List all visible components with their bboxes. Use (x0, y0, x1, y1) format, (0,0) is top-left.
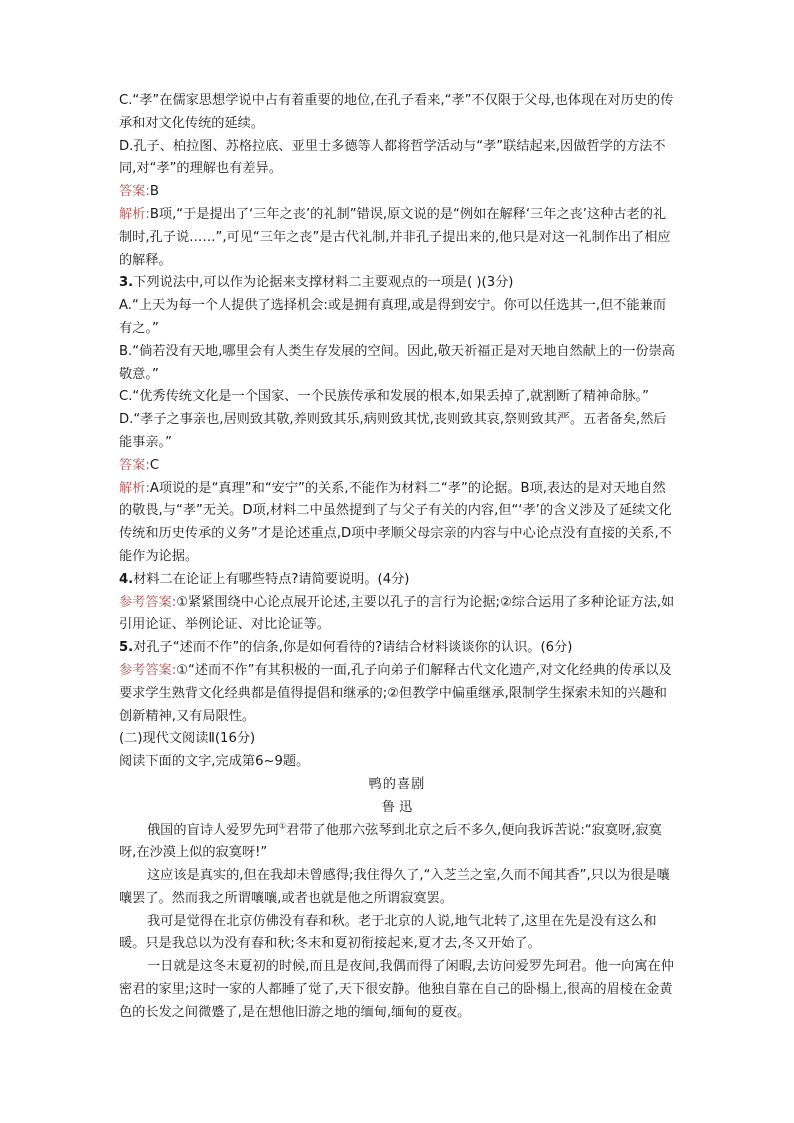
q2-answer (119, 181, 675, 204)
question-number: 3. (119, 275, 134, 291)
story-paragraph-1 (119, 820, 675, 866)
answer-label: 答案: (119, 457, 150, 473)
answer-value: C (149, 457, 160, 473)
paragraph-text: 俄国的盲诗人爱罗先珂 (147, 822, 279, 838)
q3-answer (119, 455, 675, 478)
reference-answer-text: ①紧紧围绕中心论点展开论述,主要以孔子的言行为论据;②综合运用了多种论证方法,如引用论证、举例论证、对比论证等。 (119, 594, 675, 633)
section-instruction: 阅读下面的文字,完成第6~9题。 (119, 754, 310, 770)
answer-value: B (149, 184, 159, 200)
q3-stem (119, 272, 675, 295)
answer-label: 答案: (119, 184, 150, 200)
q3-option-a: A.“上天为每一个人提供了选择机会:或是拥有真理,或是得到安宁。你可以任选其一,但不能兼而有之。” (119, 298, 666, 336)
story-paragraph-3: 我可是觉得在北京仿佛没有春和秋。老于北京的人说,地气北转了,这里在先是没有这么和暖。只是我总以为没有春和秋;冬末和夏初衔接起来,夏才去,冬又开始了。 (119, 913, 657, 952)
reference-answer-label: 参考答案: (119, 662, 177, 678)
reference-answer-text: ①“述而不作”有其积极的一面,孔子向弟子们解释古代文化遗产,对文化经典的传承以及要求学生熟背文化经典都是值得提倡和继承的;②但教学中偏重继承,限制学生探索未知的兴趣和创新精神,又有局限性。 (119, 662, 672, 724)
q5-stem (119, 637, 675, 660)
analysis-label: 解析: (119, 206, 150, 222)
q5-answer (119, 660, 675, 728)
story-paragraph-2: 这应该是真实的,但在我却未曾感得;我住得久了,“入芝兰之室,久而不闻其香”,只以为很是嚷嚷罢了。然而我之所谓嚷嚷,或者也就是他之所谓寂寞罢。 (119, 868, 670, 906)
question-text: 下列说法中,可以作为论据来支撑材料二主要观点的一项是( )(3分) (133, 275, 514, 291)
analysis-text: B项,“于是提出了‘三年之丧’的礼制”错误,原文说的是“例如在解释‘三年之丧’这种古老的礼制时,孔子说……”,可见“三年之丧”是古代礼制,并非孔子提出来的,他只是对这一礼制作出了相应的解释。 (119, 206, 671, 268)
analysis-label: 解析: (119, 480, 150, 496)
exam-page (119, 90, 675, 1025)
story-title: 鸭的喜剧 (368, 776, 426, 792)
reference-answer-label: 参考答案: (119, 594, 177, 610)
paragraph-text: 君带了他那六弦琴到北京之后不多久,便向我诉苦说:“寂寞呀,寂寞呀,在沙漠上似的寂寞呀!” (119, 822, 662, 861)
question-text: 对孔子“述而不作”的信条,你是如何看待的?请结合材料谈谈你的认识。(6分) (133, 640, 573, 656)
question-number: 4. (119, 571, 134, 587)
question-number: 5. (119, 640, 134, 656)
q3-option-b: B.“倘若没有天地,哪里会有人类生存发展的空间。因此,敬天祈福正是对天地自然献上的一份崇高敬意。” (119, 343, 675, 382)
section-heading: (二)现代文阅读Ⅱ(16分) (119, 731, 256, 747)
footnote-marker: ① (278, 821, 287, 831)
q4-stem (119, 569, 675, 592)
q2-option-d: D.孔子、柏拉图、苏格拉底、亚里士多德等人都将哲学活动与“孝”联结起来,因做哲学的方法不同,对“孝”的理解也有差异。 (119, 138, 666, 177)
analysis-text: A项说的是“真理”和“安宁”的关系,不能作为材料二“孝”的论据。B项,表达的是对天地自然的敬畏,与“孝”无关。D项,材料二中虽然提到了与父子有关的内容,但“‘孝’的含义涉及了延续文化传统和历史传承的义务”才是论述重点,D项中孝顺父母宗亲的内容与中心论点没有直接的关系,不能作为论据。 (119, 480, 672, 564)
q4-answer (119, 592, 675, 638)
q2-analysis (119, 204, 675, 272)
q3-option-c: C.“优秀传统文化是一个国家、一个民族传承和发展的根本,如果丢掉了,就割断了精神命脉。” (119, 389, 649, 405)
story-paragraph-4: 一日就是这冬末夏初的时候,而且是夜间,我偶而得了闲暇,去访问爱罗先珂君。他一向寓在仲密君的家里;这时一家的人都睡了觉了,天下很安静。他独自靠在自己的卧榻上,很高的眉棱在金黄色的长发之间微蹙了,是在想他旧游之地的缅甸,缅甸的夏夜。 (119, 959, 674, 1020)
q2-option-c: C.“孝”在儒家思想学说中占有着重要的地位,在孔子看来,“孝”不仅限于父母,也体现在对历史的传承和对文化传统的延续。 (119, 93, 674, 131)
story-author: 鲁 迅 (381, 799, 413, 815)
q3-option-d: D.“孝子之事亲也,居则致其敬,养则致其乐,病则致其忧,丧则致其哀,祭则致其严。五者备矣,然后能事亲。” (119, 412, 667, 450)
question-text: 材料二在论证上有哪些特点?请简要说明。(4分) (133, 571, 410, 587)
q3-analysis (119, 478, 675, 569)
